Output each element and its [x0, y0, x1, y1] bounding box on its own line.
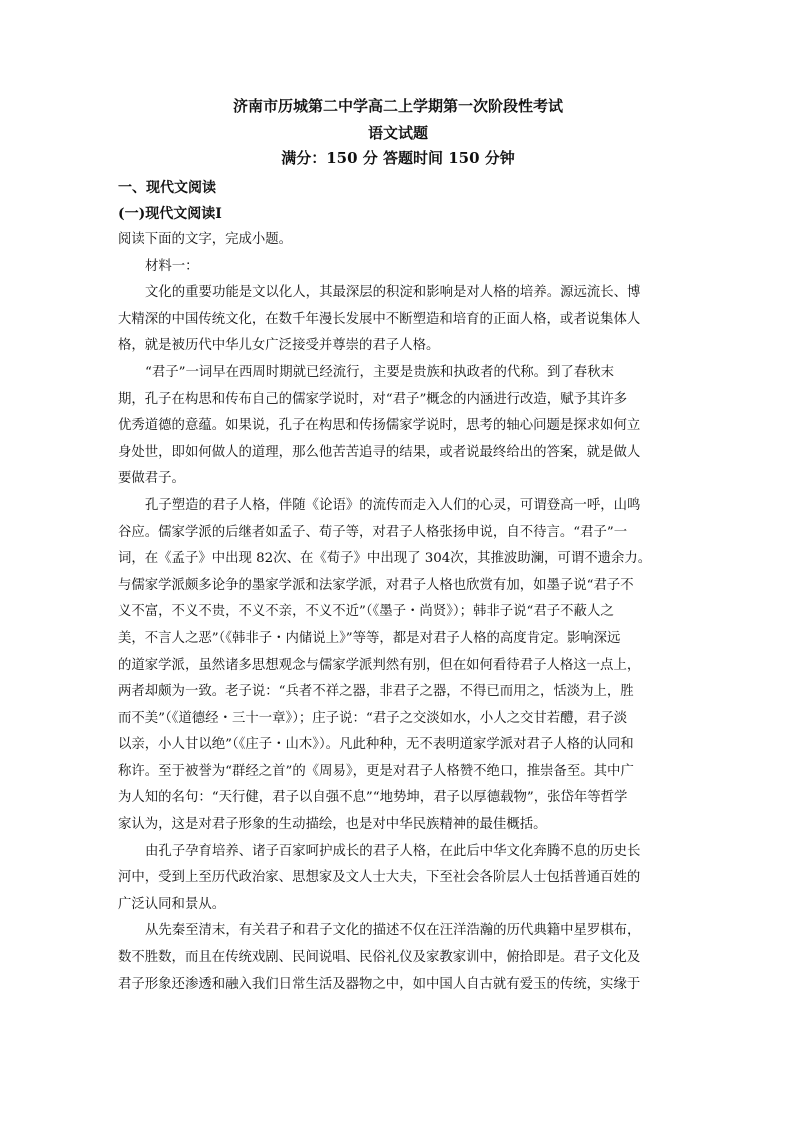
- text-line: 期，孔子在构思和传布自己的儒家学说时，对“君子”概念的内涵进行改造，赋予其许多: [118, 391, 628, 407]
- text-line: 君子形象还渗透和融入我们日常生活及器物之中，如中国人自古就有爱玉的传统，实缘于: [118, 976, 641, 992]
- text-line: 格，就是被历代中华儿女广泛接受并尊崇的君子人格。: [118, 338, 440, 354]
- text-line: 义不富，不义不贵，不义不亲，不义不近”（《墨子・尚贤》）；韩非子说“君子不蔽人之: [118, 604, 614, 620]
- text-line: 美，不言人之恶”（《韩非子・内储说上》”等等，都是对君子人格的高度肯定。影响深远: [118, 630, 621, 646]
- text-line: 以亲，小人甘以绝”（《庄子・山木》）。凡此种种，无不表明道家学派对君子人格的认同和: [118, 737, 634, 753]
- text-line: 两者却颇为一致。老子说：“兵者不祥之器，非君子之器，不得已而用之，恬淡为上，胜: [118, 684, 634, 700]
- text-line: 称许。至于被誉为“群经之首”的《周易》，更是对君子人格赞不绝口，推崇备至。其中广: [118, 763, 634, 779]
- text-line: 词，在《孟子》中出现 82次、在《荀子》中出现了 304次，其推波助澜，可谓不遗余力。: [118, 551, 652, 567]
- exam-score-info: 满分：150 分 答题时间 150 分钟: [281, 149, 515, 167]
- text-line: 的道家学派，虽然诸多思想观念与儒家学派判然有别，但在如何看待君子人格这一点上，: [118, 657, 641, 673]
- material-label: 材料一：: [145, 258, 199, 274]
- text-line: 优秀道德的意蕴。如果说，孔子在构思和传扬儒家学说时，思考的轴心问题是探求如何立: [118, 418, 641, 434]
- text-line: 河中，受到上至历代政治家、思想家及文人士大夫，下至社会各阶层人士包括普通百姓的: [118, 870, 641, 886]
- text-line: 与儒家学派颇多论争的墨家学派和法家学派，对君子人格也欣赏有加，如墨子说“君子不: [118, 577, 634, 593]
- text-line: 家认为，这是对君子形象的生动描绘，也是对中华民族精神的最佳概括。: [118, 817, 547, 833]
- text-line: 大精深的中国传统文化，在数千年漫长发展中不断塑造和培育的正面人格，或者说集体人: [118, 311, 641, 327]
- subsection-heading: (一)现代文阅读Ⅰ: [118, 206, 222, 222]
- text-line: 而不美”（《道德经・三十一章》）；庄子说：“君子之交淡如水，小人之交甘若醴，君子淡: [118, 710, 628, 726]
- document-page: [118, 94, 678, 998]
- text-line: 为人知的名句：“天行健，君子以自强不息”“地势坤，君子以厚德载物”，张岱年等哲学: [118, 790, 628, 806]
- text-line: 文化的重要功能是文以化人，其最深层的积淀和影响是对人格的培养。源远流长、博: [145, 285, 641, 301]
- text-line: “君子”一词早在西周时期就已经流行，主要是贵族和执政者的代称。到了春秋末: [145, 364, 614, 380]
- text-line: 广泛认同和景从。: [118, 896, 226, 912]
- text-line: 从先秦至清末，有关君子和君子文化的描述不仅在汪洋浩瀚的历代典籍中星罗棋布，: [145, 923, 641, 939]
- text-line: 谷应。儒家学派的后继者如孟子、荀子等，对君子人格张扬申说，自不待言。“君子”一: [118, 524, 628, 540]
- exam-subject: 语文试题: [367, 124, 428, 142]
- text-line: 数不胜数，而且在传统戏剧、民间说唱、民俗礼仪及家教家训中，俯拾即是。君子文化及: [118, 950, 641, 966]
- exam-title: 济南市历城第二中学高二上学期第一次阶段性考试: [232, 97, 563, 115]
- text-line: 身处世，即如何做人的道理，那么他苦苦追寻的结果，或者说最终给出的答案，就是做人: [118, 444, 641, 460]
- text-line: 孔子塑造的君子人格，伴随《论语》的流传而走入人们的心灵，可谓登高一呼，山鸣: [145, 497, 641, 513]
- instruction-text: 阅读下面的文字，完成小题。: [118, 232, 293, 247]
- section-heading: 一、现代文阅读: [118, 180, 216, 196]
- text-line: 由孔子孕育培养、诸子百家呵护成长的君子人格，在此后中华文化奔腾不息的历史长: [145, 843, 641, 859]
- text-line: 要做君子。: [118, 471, 185, 487]
